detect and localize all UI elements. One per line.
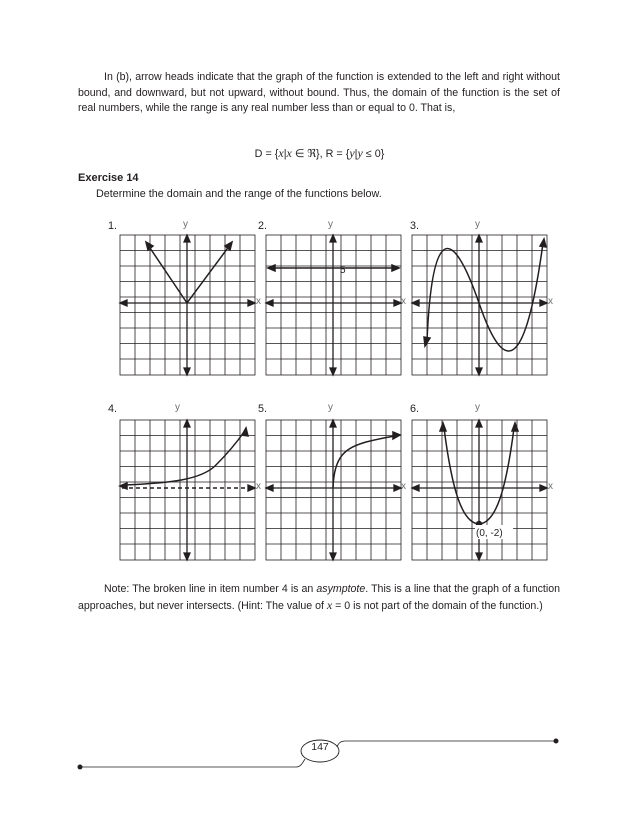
graph-5-x-label: x	[401, 481, 406, 492]
graph-1-x-label: x	[256, 296, 261, 307]
graph-2-number: 2.	[258, 220, 268, 232]
graph-6-x-label: x	[548, 481, 553, 492]
formula-var-x: x	[286, 146, 292, 160]
note-text: = 0 is not part of the domain of the function.)	[332, 599, 543, 612]
formula-var-y: y	[349, 146, 355, 160]
graph-4-x-label: x	[256, 481, 261, 492]
exercise-instruction: Determine the domain and the range of the functions below.	[96, 188, 382, 200]
intro-text: In (b), arrow heads indicate that the graph of the function is extended to the left and right without bound, and downward, but not upward, without bound. Thus, the domain of the function is the set of real numbers, while the range is any real number less than or equal to 0. That is,	[78, 71, 560, 114]
formula-var-x: x	[278, 146, 284, 160]
graph-3-number: 3.	[410, 220, 420, 232]
graph-4-y-label: y	[175, 402, 180, 413]
formula-bar: |	[354, 148, 358, 160]
exercise-title: Exercise 14	[78, 172, 139, 184]
graph-3-x-label: x	[548, 296, 553, 307]
graph-6-number: 6.	[410, 403, 420, 415]
graph-4-number: 4.	[108, 403, 118, 415]
note-var-x: x	[326, 597, 333, 612]
formula-bar: |	[283, 148, 287, 160]
graph-2-x-label: x	[401, 296, 406, 307]
graph-5-y-label: y	[328, 402, 333, 413]
formula-part: ∈ ℜ}, R = {	[291, 148, 350, 160]
graph-3-y-label: y	[475, 219, 480, 230]
note-term: asymptote	[316, 583, 366, 595]
formula-var-y: y	[357, 146, 363, 160]
graph-1-y-label: y	[183, 219, 188, 230]
graph-2-y-label: y	[328, 219, 333, 230]
note-text: Note: The broken line in item number 4 is an	[104, 583, 317, 595]
graph-1-number: 1.	[108, 220, 118, 232]
graph-5-number: 5.	[258, 403, 268, 415]
graph-6-y-label: y	[475, 402, 480, 413]
formula-part: D = {	[254, 148, 279, 160]
page-number: 147	[311, 741, 329, 753]
graph-2-annotation: 5	[340, 265, 346, 276]
note-text: . This is a line that the graph of a function approaches, but never intersects. (Hint: The value of	[78, 583, 560, 612]
graph-6-vertex-label: (0, -2)	[476, 528, 503, 539]
formula-part: ≤ 0}	[362, 148, 385, 160]
